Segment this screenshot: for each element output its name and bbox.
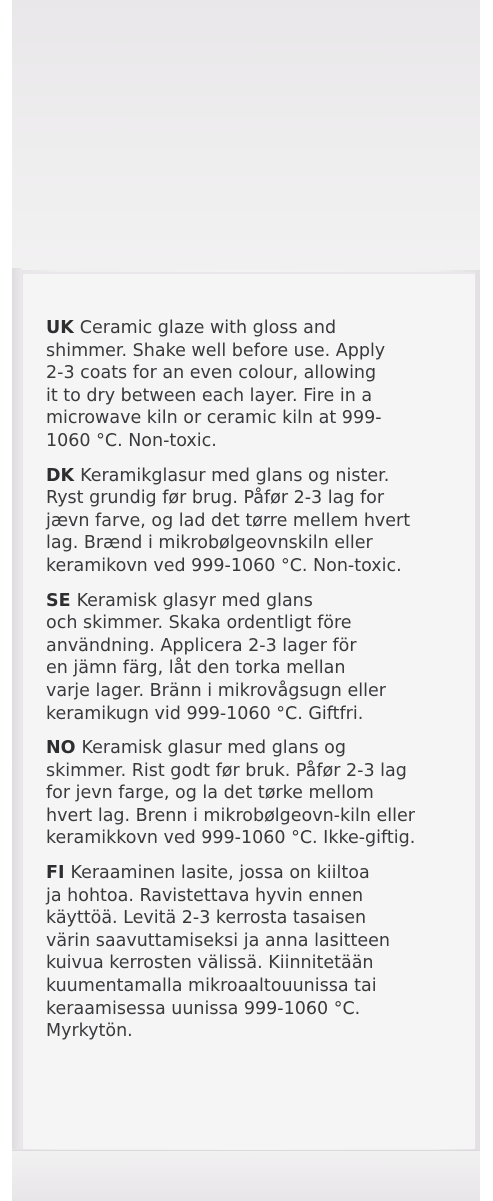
section-uk [46,317,446,453]
package-side-seam [12,268,22,1148]
section-text: Keramisk glasyr med glans och skimmer. Skaka ordentligt före användning. Applicera 2-3 lager för en jämn färg, låt den torka mellan varje lager. Bränn i mikrovågsugn eller keramikugn vid 999-1060 °C. Giftfri. [46,590,386,724]
language-code: NO [46,738,76,759]
package-top-flap [12,0,480,270]
package-bottom-flap [12,1150,480,1201]
language-code: UK [46,318,74,338]
language-code: DK [46,465,75,486]
section-text: Keramikglasur med glans og nister. Ryst grundig før brug. Påfør 2-3 lag for jævn farve, og lad det tørre mellem hvert lag. Brænd i mikrobølgeovnskiln eller keramikovn ved 999-1060 °C. Non-toxic. [46,465,411,576]
section-text: Ceramic glaze with gloss and shimmer. Shake well before use. Apply 2-3 coats for an even colour, allowing it to dry between each layer. Fire in a microwave kiln or ceramic kiln at 999- 1060 °C. Non-toxic. [46,318,386,451]
section-text: Keraaminen lasite, jossa on kiiltoa ja hohtoa. Ravistettava hyvin ennen käyttöä. Levitä 2-3 kerrosta tasaisen värin saavuttamiseksi ja anna lasitteen kuivua kerrosten välissä. Kiinnitetään kuumentamalla mikroaaltouunissa tai keraamisessa uunissa 999-1060 °C. Myrkytön. [46,863,390,1042]
section-no [46,737,446,850]
multilingual-instructions [46,317,446,1055]
section-dk [46,465,446,578]
section-text: Keramisk glasur med glans og skimmer. Rist godt før bruk. Påfør 2-3 lag for jevn farge, og la det tørke mellom hvert lag. Brenn i mikrobølgeovn-kiln eller keramikkovn ved 999-1060 °C. Ikke-giftig. [46,738,416,849]
language-code: FI [46,863,65,884]
section-se [46,590,446,726]
section-fi [46,862,446,1043]
language-code: SE [46,590,71,611]
